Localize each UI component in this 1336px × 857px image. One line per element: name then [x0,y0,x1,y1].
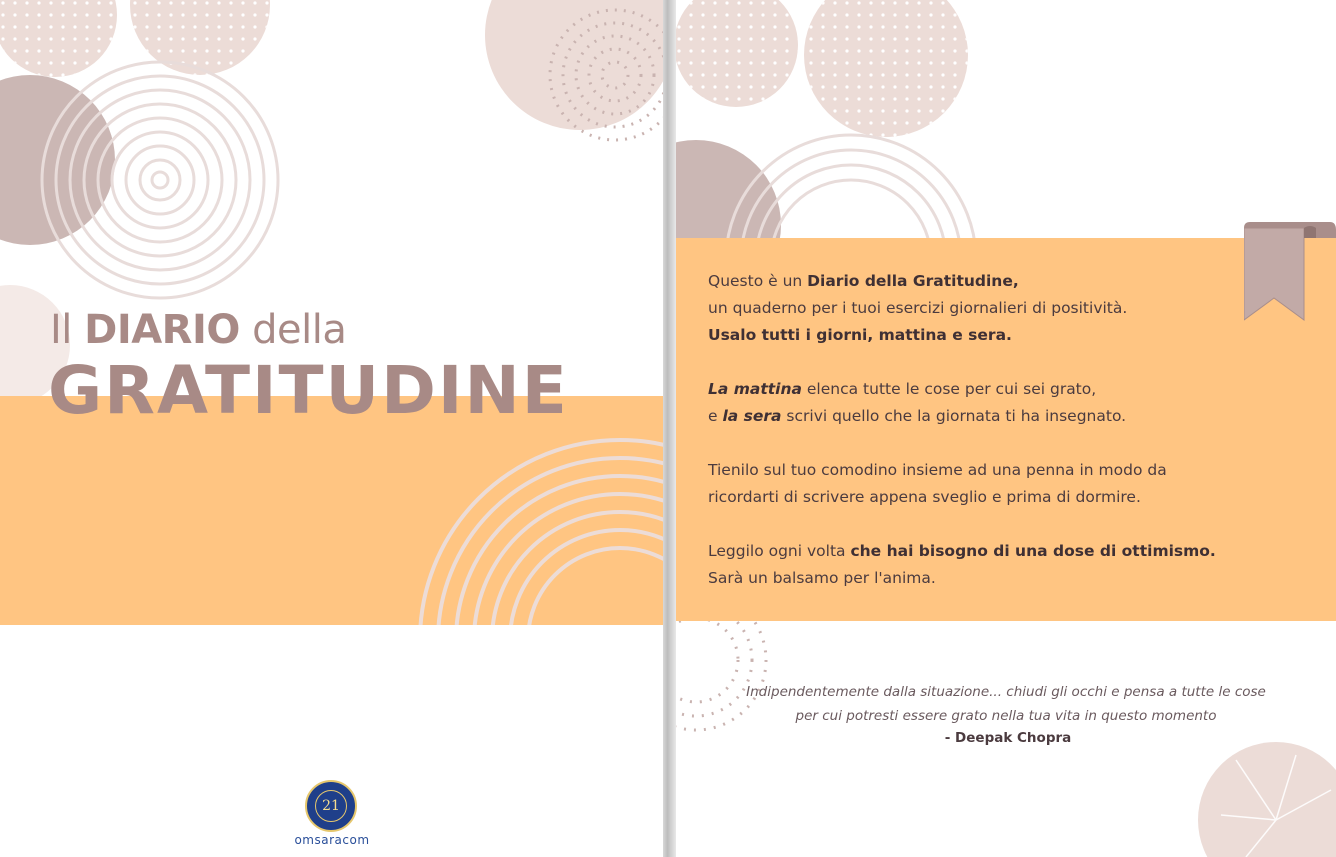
intro-line [708,268,1268,295]
intro-line: ricordarti di scrivere appena sveglio e prima di dormire. [708,488,1141,506]
quote-line: per cui potresti essere grato nella tua vita in questo momento [795,708,1217,724]
intro-line [708,403,1268,430]
quote-line: Indipendentemente dalla situazione... chiudi gli occhi e pensa a tutte le cose [746,684,1266,700]
title-bold-word: DIARIO [84,307,240,353]
brand-logo-icon [305,780,357,832]
intro-bold-span: Diario della Gratitudine, [807,272,1019,290]
intro-text-span: elenca tutte le cose per cui sei grato, [801,380,1097,398]
intro-line [708,322,1268,349]
intro-line [708,538,1268,565]
intro-line: Tienilo sul tuo comodino insieme ad una penna in modo da [708,461,1167,479]
intro-text-span: e [708,407,723,425]
cover-title-small [50,307,346,353]
quote-author: - Deepak Chopra [944,730,1072,746]
logo-number: 21 [315,790,347,822]
brand-name: omsaracom [294,833,370,847]
intro-text-span: Leggilo ogni volta [708,542,851,560]
title-suffix: della [252,307,347,353]
intro-text [708,268,1268,592]
intro-bold-italic-span: La mattina [708,380,802,398]
intro-bold-italic-span: la sera [722,407,782,425]
intro-line [708,376,1268,403]
intro-page [676,0,1336,857]
intro-line: Sarà un balsamo per l'anima. [708,569,936,587]
intro-bold-span: Usalo tutti i giorni, mattina e sera. [708,326,1012,344]
cover-title-main: GRATITUDINE [48,352,569,429]
cover-page [0,0,663,857]
quote-text [676,680,1336,728]
intro-line: un quaderno per i tuoi esercizi giornalieri di positività. [708,299,1128,317]
book-spine [663,0,676,857]
intro-bold-span: che hai bisogno di una dose di ottimismo. [850,542,1216,560]
title-prefix: Il [50,307,72,353]
intro-text-span: Questo è un [708,272,808,290]
intro-text-span: scrivi quello che la giornata ti ha insegnato. [781,407,1127,425]
